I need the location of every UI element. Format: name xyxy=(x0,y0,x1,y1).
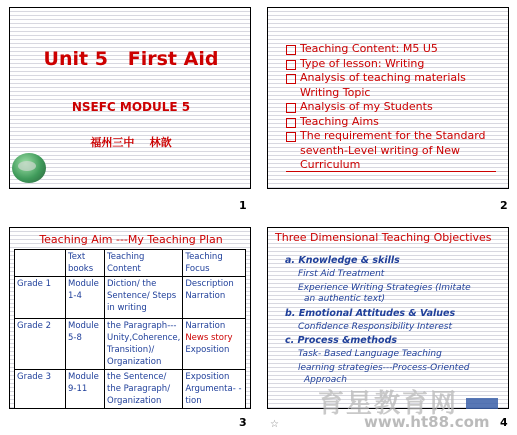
star-icon: ☆ xyxy=(270,419,279,430)
list-item: Analysis of teaching materials Writing Topic xyxy=(286,71,501,100)
table-cell: Exposition Argumenta- -tion xyxy=(183,370,246,410)
table-cell: Grade 1 xyxy=(15,277,66,319)
slide1-author: 福州三中 林歆 xyxy=(90,136,172,149)
table-cell: the Sentence/ the Paragraph/ Organization xyxy=(105,370,183,410)
knowledge-item: First Aid Treatment xyxy=(298,269,385,279)
table-header-cell: Teaching Content xyxy=(105,250,183,277)
teaching-plan-table xyxy=(14,249,246,409)
checkbox-icon xyxy=(286,118,296,128)
table-header-cell xyxy=(15,250,66,277)
table-cell: Grade 2 xyxy=(15,319,66,370)
slide2-list xyxy=(286,42,501,173)
list-item: Teaching Aims xyxy=(286,115,501,130)
process-heading: c. Process &methods xyxy=(285,335,398,346)
checkbox-icon xyxy=(286,60,296,70)
focus-narration: Narration xyxy=(185,321,226,331)
table-cell: the Paragraph--- Unity,Coherence, Transition)/ Organization xyxy=(105,319,183,370)
slide-1[interactable] xyxy=(9,7,251,189)
process-item: Approach xyxy=(304,375,347,385)
divider xyxy=(286,171,496,172)
list-item: Analysis of my Students xyxy=(286,100,501,115)
stamp-badge xyxy=(466,398,498,409)
process-item: learning strategies---Process-Oriented xyxy=(298,363,470,373)
page-number-4: 4 xyxy=(500,416,508,429)
table-cell: Module 5-8 xyxy=(66,319,105,370)
table-cell: Description Narration xyxy=(183,277,246,319)
page-number-1: 1 xyxy=(239,199,247,212)
process-item: Task- Based Language Teaching xyxy=(298,349,442,359)
table-cell: Module 1-4 xyxy=(66,277,105,319)
slide3-title: Teaching Aim ---My Teaching Plan xyxy=(39,233,223,246)
focus-news-story: News story xyxy=(185,333,233,343)
table-row xyxy=(15,277,246,319)
table-header-cell: Text books xyxy=(66,250,105,277)
knowledge-heading: a. Knowledge & skills xyxy=(285,255,400,266)
table-header-cell: Teaching Focus xyxy=(183,250,246,277)
emotional-heading: b. Emotional Attitudes & Values xyxy=(285,308,456,319)
slide4-title: Three Dimensional Teaching Objectives xyxy=(275,231,492,244)
slide1-subtitle: NSEFC MODULE 5 xyxy=(71,100,191,114)
emotional-item: Confidence Responsibility Interest xyxy=(298,322,453,332)
watermark-url: www.ht88.com xyxy=(364,413,490,431)
checkbox-icon xyxy=(286,132,296,142)
watermark-logo: 育星教育网 xyxy=(318,389,459,419)
table-cell xyxy=(183,319,246,370)
knowledge-item: Experience Writing Strategies (Imitate xyxy=(298,283,471,293)
slide-2[interactable] xyxy=(267,7,509,189)
table-cell: Grade 3 xyxy=(15,370,66,410)
knowledge-item: an authentic text) xyxy=(304,294,386,304)
slide1-title: Unit 5 First Aid xyxy=(43,48,219,70)
focus-exposition: Exposition xyxy=(185,345,230,355)
table-header-row xyxy=(15,250,246,277)
slide-3[interactable] xyxy=(9,227,251,409)
list-item: The requirement for the Standard seventh-Level writing of New Curriculum xyxy=(286,129,501,173)
table-row xyxy=(15,370,246,410)
checkbox-icon xyxy=(286,74,296,84)
table-row xyxy=(15,319,246,370)
checkbox-icon xyxy=(286,45,296,55)
table-cell: Diction/ the Sentence/ Steps in writing xyxy=(105,277,183,319)
table-cell: Module 9-11 xyxy=(66,370,105,410)
checkbox-icon xyxy=(286,103,296,113)
page-number-2: 2 xyxy=(500,199,508,212)
page-number-3: 3 xyxy=(239,416,247,429)
slide-4[interactable] xyxy=(267,227,509,409)
list-item: Teaching Content: M5 U5 xyxy=(286,42,501,57)
list-item: Type of lesson: Writing xyxy=(286,57,501,72)
globe-icon xyxy=(12,153,46,183)
